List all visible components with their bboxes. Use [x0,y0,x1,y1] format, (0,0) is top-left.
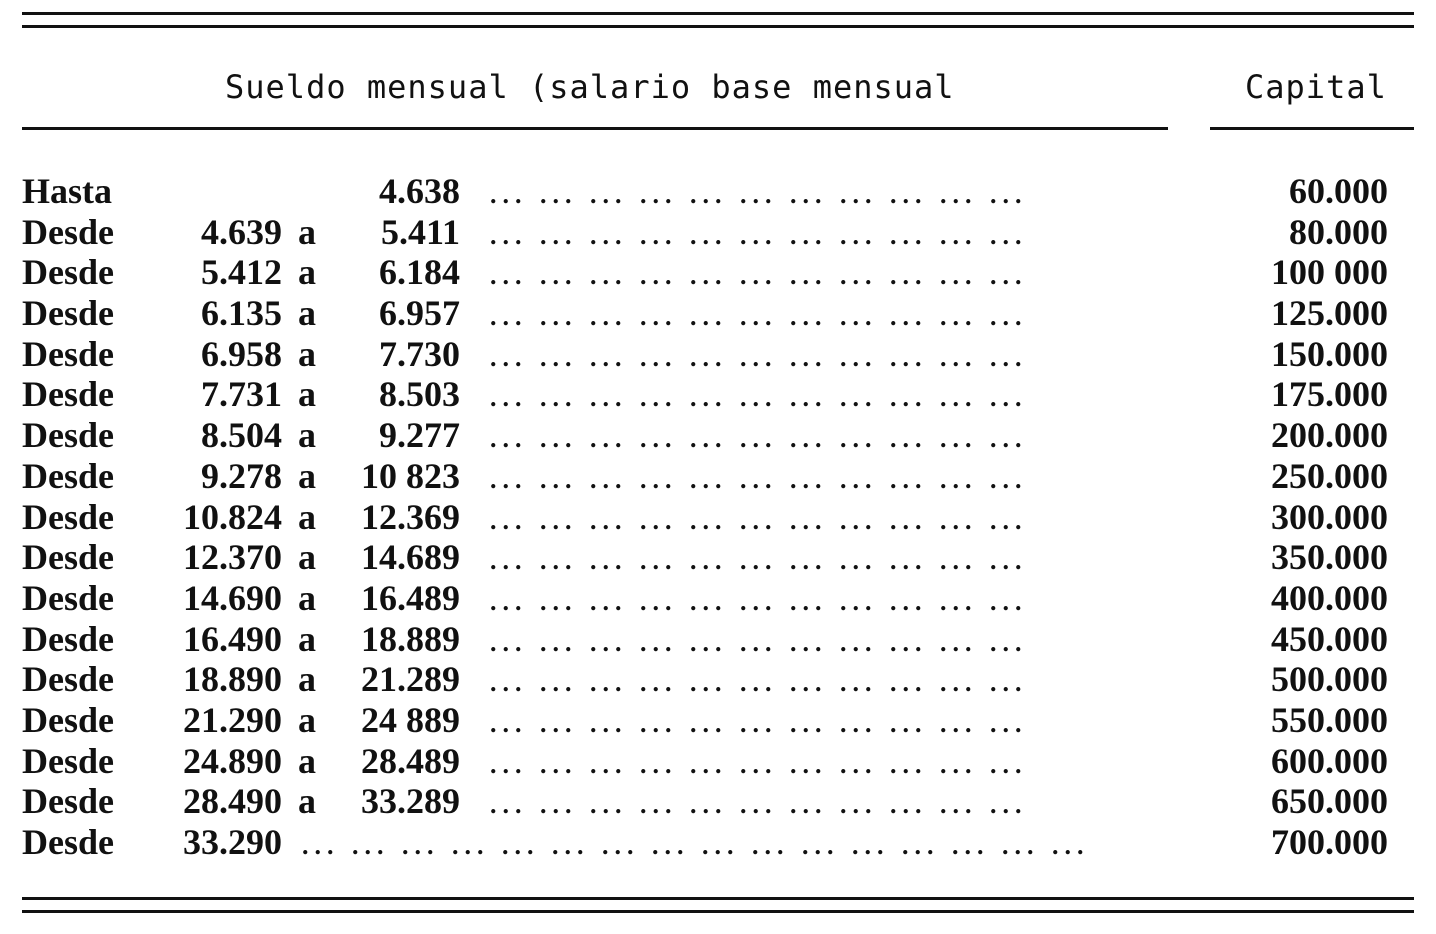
table-row [0,578,1436,619]
row-label: Desde [22,374,114,415]
table-row [0,781,1436,822]
row-to-amount: 4.638 [379,171,460,211]
table-row [0,619,1436,660]
leader-dots: ... ... ... ... ... ... ... ... ... ... ... [490,505,1028,535]
row-capital: 200.000 [1271,415,1388,456]
row-label: Desde [22,455,114,496]
row-to-amount: 21.289 [361,659,460,700]
row-to-amount: 9.277 [379,415,460,456]
row-to-amount: 24 889 [361,699,460,740]
row-to-amount: 8.503 [379,374,460,415]
bottom-rule-2 [22,910,1414,913]
capital-column-header: Capital [1245,68,1387,106]
row-label: Hasta [22,171,112,211]
row-from-amount: 24.890 [183,740,282,781]
row-from-amount: 14.690 [183,577,282,618]
row-label: Desde [22,537,114,578]
table-row [0,374,1436,415]
row-label: Desde [22,822,114,862]
row-to-amount: 6.184 [379,252,460,293]
table-row [0,537,1436,578]
row-to-amount: 5.411 [380,211,460,252]
row-to-amount: 6.957 [379,293,460,334]
row-to-amount: 12.369 [361,496,460,537]
row-separator: a [298,252,316,293]
row-from-amount: 6.135 [201,293,282,334]
row-capital: 600.000 [1271,740,1388,781]
capital-header-underline [1210,127,1414,130]
row-from-amount: 10.824 [183,496,282,537]
leader-dots: ... ... ... ... ... ... ... ... ... ... ... [490,342,1028,372]
row-label: Desde [22,211,114,252]
row-from-amount: 18.890 [183,659,282,700]
table-row [0,741,1436,782]
table-row [0,700,1436,741]
leader-dots: ... ... ... ... ... ... ... ... ... ... ... [490,180,1028,209]
row-capital: 500.000 [1271,659,1388,700]
row-to-amount: 18.889 [361,618,460,659]
row-separator: a [298,455,316,496]
leader-dots: ... ... ... ... ... ... ... ... ... ... ... [490,708,1028,738]
row-from-amount: 7.731 [201,374,282,415]
row-separator: a [298,659,316,700]
leader-dots: ... ... ... ... ... ... ... ... ... ... ... [490,383,1028,413]
row-to-amount: 10 823 [361,455,460,496]
row-label: Desde [22,659,114,700]
table-row [0,171,1436,212]
bottom-rule-1 [22,897,1414,900]
row-capital: 450.000 [1271,618,1388,659]
top-rule-2 [22,25,1414,28]
table-row [0,293,1436,334]
table-row [0,659,1436,700]
top-rule-1 [22,12,1414,15]
row-capital: 700.000 [1271,822,1388,862]
leader-dots: ... ... ... ... ... ... ... ... ... ... ... [490,749,1028,779]
row-separator: a [298,537,316,578]
row-to-amount: 14.689 [361,537,460,578]
row-from-amount: 5.412 [201,252,282,293]
row-separator: a [298,374,316,415]
row-from-amount: 16.490 [183,618,282,659]
row-label: Desde [22,577,114,618]
row-from-amount: 9.278 [201,455,282,496]
leader-dots: ... ... ... ... ... ... ... ... ... ... ... [490,464,1028,494]
row-capital: 125.000 [1271,293,1388,334]
row-to-amount: 7.730 [379,333,460,374]
row-label: Desde [22,699,114,740]
row-capital: 60.000 [1289,171,1388,211]
row-label: Desde [22,293,114,334]
leader-dots: ... ... ... ... ... ... ... ... ... ... ... [490,627,1028,657]
row-to-amount: 16.489 [361,577,460,618]
row-separator: a [298,415,316,456]
row-separator: a [298,740,316,781]
row-from-amount: 6.958 [201,333,282,374]
row-label: Desde [22,618,114,659]
row-to-amount: 28.489 [361,740,460,781]
salary-header-underline [22,127,1168,130]
salary-capital-table [0,171,1436,863]
leader-dots: ... ... ... ... ... ... ... ... ... ... ... [490,220,1028,250]
row-separator: a [298,293,316,334]
table-row [0,212,1436,253]
row-from-amount: 28.490 [183,781,282,822]
row-from-amount: 12.370 [183,537,282,578]
row-separator: a [298,699,316,740]
row-capital: 650.000 [1271,781,1388,822]
table-row [0,456,1436,497]
row-capital: 250.000 [1271,455,1388,496]
table-row [0,415,1436,456]
leader-dots: ... ... ... ... ... ... ... ... ... ... ... ... ... ... ... ... [302,831,1090,860]
leader-dots: ... ... ... ... ... ... ... ... ... ... ... [490,790,1028,820]
row-from-amount: 8.504 [201,415,282,456]
salary-column-header: Sueldo mensual (salario base mensual [225,68,955,106]
row-label: Desde [22,781,114,822]
row-from-amount: 21.290 [183,699,282,740]
leader-dots: ... ... ... ... ... ... ... ... ... ... ... [490,261,1028,291]
row-separator: a [298,496,316,537]
row-capital: 350.000 [1271,537,1388,578]
row-capital: 150.000 [1271,333,1388,374]
leader-dots: ... ... ... ... ... ... ... ... ... ... ... [490,668,1028,698]
leader-dots: ... ... ... ... ... ... ... ... ... ... ... [490,424,1028,454]
row-capital: 80.000 [1289,211,1388,252]
row-to-amount: 33.289 [361,781,460,822]
row-label: Desde [22,496,114,537]
row-label: Desde [22,415,114,456]
table-row [0,334,1436,375]
leader-dots: ... ... ... ... ... ... ... ... ... ... ... [490,546,1028,576]
row-separator: a [298,577,316,618]
row-separator: a [298,333,316,374]
row-capital: 400.000 [1271,577,1388,618]
row-separator: a [298,618,316,659]
row-from-amount: 33.290 [183,822,282,862]
leader-dots: ... ... ... ... ... ... ... ... ... ... ... [490,586,1028,616]
row-capital: 550.000 [1271,699,1388,740]
row-separator: a [298,781,316,822]
table-row [0,252,1436,293]
leader-dots: ... ... ... ... ... ... ... ... ... ... ... [490,302,1028,332]
row-capital: 300.000 [1271,496,1388,537]
row-separator: a [298,211,316,252]
row-from-amount: 4.639 [201,211,282,252]
row-capital: 175.000 [1271,374,1388,415]
table-row [0,497,1436,538]
row-label: Desde [22,252,114,293]
row-label: Desde [22,333,114,374]
table-row [0,822,1436,863]
row-label: Desde [22,740,114,781]
row-capital: 100 000 [1271,252,1388,293]
